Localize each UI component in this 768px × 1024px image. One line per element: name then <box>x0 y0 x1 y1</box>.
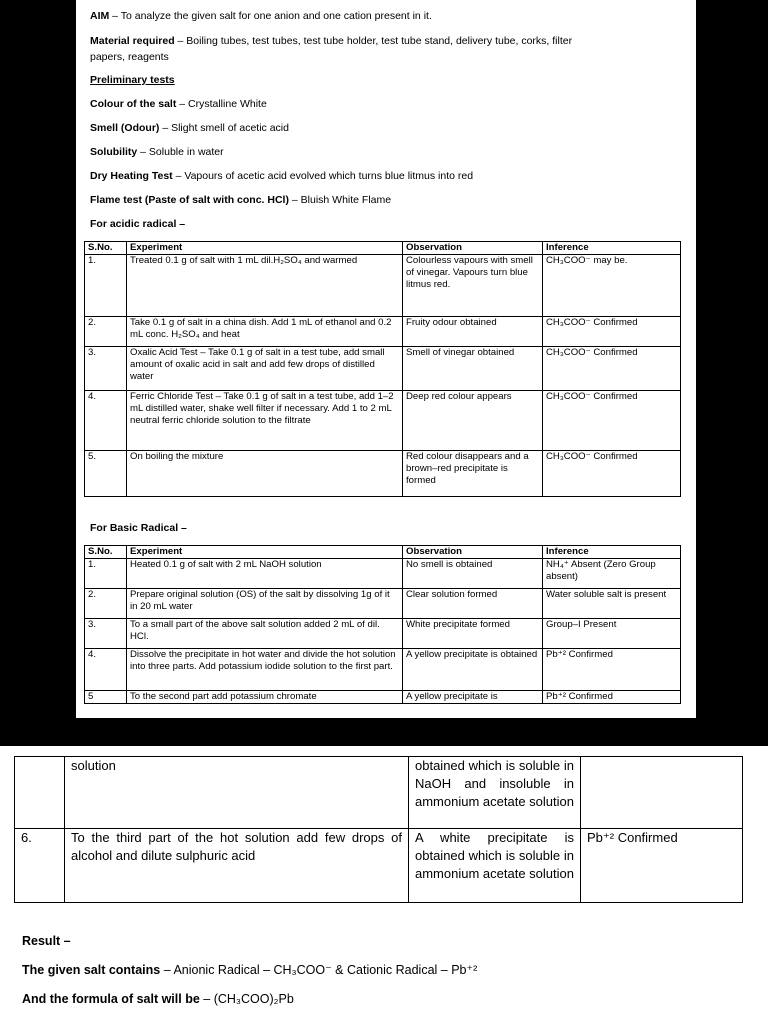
header-experiment: Experiment <box>127 242 403 255</box>
cell-experiment: Ferric Chloride Test – Take 0.1 g of salt in a test tube, add 1–2 mL distilled water, shake well filter if necessary. Add 1 to 2 mL neutral ferric chloride solution to the filtrate <box>127 391 403 451</box>
cell-observation: No smell is obtained <box>403 559 543 589</box>
header-sno: S.No. <box>85 546 127 559</box>
cell-sno: 3. <box>85 619 127 649</box>
cell-experiment: Treated 0.1 g of salt with 1 mL dil.H₂SO₄ and warmed <box>127 255 403 317</box>
cell-experiment: Dissolve the precipitate in hot water and divide the hot solution into three parts. Add potassium iodide solution to the first part. <box>127 649 403 691</box>
table-row <box>15 757 743 829</box>
materials-line-2: papers, reagents <box>90 51 169 63</box>
header-inference: Inference <box>543 546 681 559</box>
table-row <box>85 451 681 497</box>
table-row <box>85 619 681 649</box>
cell-sno: 2. <box>85 589 127 619</box>
table-header-row <box>85 242 681 255</box>
header-sno: S.No. <box>85 242 127 255</box>
table-row <box>85 649 681 691</box>
cell-sno: 2. <box>85 317 127 347</box>
cell-sno: 5 <box>85 691 127 704</box>
cell-sno: 4. <box>85 649 127 691</box>
cell-experiment: To the third part of the hot solution add few drops of alcohol and dilute sulphuric acid <box>65 829 409 903</box>
basic-heading: For Basic Radical – <box>90 522 187 534</box>
page-separator <box>0 718 768 746</box>
cell-experiment: To the second part add potassium chromate <box>127 691 403 704</box>
header-inference: Inference <box>543 242 681 255</box>
header-observation: Observation <box>403 242 543 255</box>
cell-inference: CH₃COO⁻ Confirmed <box>543 317 681 347</box>
cell-sno: 1. <box>85 255 127 317</box>
table-row <box>85 317 681 347</box>
cell-inference: CH₃COO⁻ Confirmed <box>543 347 681 391</box>
cell-sno <box>15 757 65 829</box>
cell-inference: CH₃COO⁻ may be. <box>543 255 681 317</box>
table-row <box>85 255 681 317</box>
cell-sno: 5. <box>85 451 127 497</box>
document-page-1 <box>76 0 696 718</box>
cell-inference: Pb⁺² Confirmed <box>581 829 743 903</box>
table-row <box>15 829 743 903</box>
prelim-flame: Flame test (Paste of salt with conc. HCl) – Bluish White Flame <box>90 194 392 206</box>
cell-observation: Red colour disappears and a brown–red precipitate is formed <box>403 451 543 497</box>
prelim-colour: Colour of the salt – Crystalline White <box>90 98 267 110</box>
result-heading: Result – <box>22 934 71 948</box>
aim-line: AIM – To analyze the given salt for one anion and one cation present in it. <box>90 10 432 22</box>
cell-observation: A white precipitate is obtained which is soluble in ammonium acetate solution <box>409 829 581 903</box>
cell-sno: 4. <box>85 391 127 451</box>
result-line-2: And the formula of salt will be – (CH₃COO)₂Pb <box>22 992 294 1006</box>
cell-sno: 6. <box>15 829 65 903</box>
acidic-radical-table <box>84 241 681 497</box>
cell-inference: CH₃COO⁻ Confirmed <box>543 451 681 497</box>
cell-observation: White precipitate formed <box>403 619 543 649</box>
preliminary-heading: Preliminary tests <box>90 74 175 86</box>
header-observation: Observation <box>403 546 543 559</box>
cell-observation: Colourless vapours with smell of vinegar. Vapours turn blue litmus red. <box>403 255 543 317</box>
cell-observation: Fruity odour obtained <box>403 317 543 347</box>
cell-experiment: Prepare original solution (OS) of the salt by dissolving 1g of it in 20 mL water <box>127 589 403 619</box>
cell-experiment: On boiling the mixture <box>127 451 403 497</box>
cell-observation: Deep red colour appears <box>403 391 543 451</box>
table-row <box>85 691 681 704</box>
cell-observation: A yellow precipitate is <box>403 691 543 704</box>
acidic-heading: For acidic radical – <box>90 218 186 230</box>
cell-experiment: Take 0.1 g of salt in a china dish. Add 1 mL of ethanol and 0.2 mL conc. H₂SO₄ and heat <box>127 317 403 347</box>
materials-line: Material required – Boiling tubes, test tubes, test tube holder, test tube stand, delivery tube, corks, filter <box>90 35 573 47</box>
cell-experiment: To a small part of the above salt solution added 2 mL of dil. HCl. <box>127 619 403 649</box>
cell-experiment: solution <box>65 757 409 829</box>
cell-inference: NH₄⁺ Absent (Zero Group absent) <box>543 559 681 589</box>
cell-inference <box>581 757 743 829</box>
cell-observation: Clear solution formed <box>403 589 543 619</box>
prelim-solubility: Solubility – Soluble in water <box>90 146 224 158</box>
cell-experiment: Heated 0.1 g of salt with 2 mL NaOH solution <box>127 559 403 589</box>
cell-inference: Water soluble salt is present <box>543 589 681 619</box>
cell-inference: Pb⁺² Confirmed <box>543 691 681 704</box>
prelim-dry-heating: Dry Heating Test – Vapours of acetic acid evolved which turns blue litmus into red <box>90 170 474 182</box>
cell-inference: Pb⁺² Confirmed <box>543 649 681 691</box>
table-row <box>85 391 681 451</box>
cell-observation: A yellow precipitate is obtained <box>403 649 543 691</box>
table-row <box>85 347 681 391</box>
cell-sno: 1. <box>85 559 127 589</box>
table-row <box>85 589 681 619</box>
basic-radical-table <box>84 545 681 704</box>
cell-inference: Group–I Present <box>543 619 681 649</box>
result-line-1: The given salt contains – Anionic Radical – CH₃COO⁻ & Cationic Radical – Pb⁺² <box>22 963 478 977</box>
header-experiment: Experiment <box>127 546 403 559</box>
basic-radical-table-continued <box>14 756 743 903</box>
cell-observation: Smell of vinegar obtained <box>403 347 543 391</box>
table-row <box>85 559 681 589</box>
cell-experiment: Oxalic Acid Test – Take 0.1 g of salt in a test tube, add small amount of oxalic acid in salt and add few drops of distilled water <box>127 347 403 391</box>
prelim-smell: Smell (Odour) – Slight smell of acetic acid <box>90 122 289 134</box>
cell-observation: obtained which is soluble in NaOH and insoluble in ammonium acetate solution <box>409 757 581 829</box>
cell-inference: CH₃COO⁻ Confirmed <box>543 391 681 451</box>
table-header-row <box>85 546 681 559</box>
document-page-2 <box>0 746 768 1024</box>
cell-sno: 3. <box>85 347 127 391</box>
